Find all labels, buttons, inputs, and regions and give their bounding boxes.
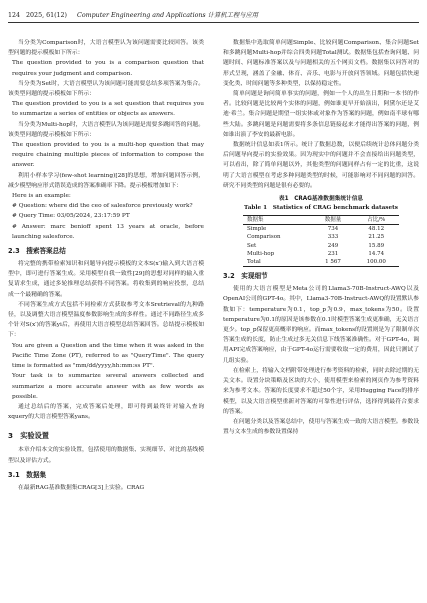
page-number: 124 xyxy=(8,12,21,19)
table-cell: Simple xyxy=(247,226,267,233)
table-cell: 14.74 xyxy=(368,250,385,257)
table-cell: 100.00 xyxy=(353,258,399,267)
paragraph: 在问题分类以及答案总结中，使用与答案生成一致的大语言模型。参数设置与文本生成的参数设置保持 xyxy=(223,418,419,436)
running-header xyxy=(8,10,419,23)
table-caption xyxy=(223,195,419,213)
table-cell: 15.89 xyxy=(368,242,385,249)
table-cell: Total xyxy=(243,258,313,267)
paragraph: 本章介绍本文的实验设置，包括使用的数据集、实现细节、对比的基线模型以及评估方式。 xyxy=(8,447,204,464)
example-question: # Question: where did the ceo of salesforce previously work? xyxy=(12,203,193,210)
statistics-table xyxy=(243,215,399,267)
table-cell: 231 xyxy=(327,250,339,257)
paragraph: 不同答案生成方式包括不同检索方式获取参考文本Sretrieval的九种路径，以及调整大语言模型温度参数影响生成的多样性。通过不同路径生成多个针对S(x′)的答案yi后，再使用大语言模型总结答案回答。总结提示模板如下： xyxy=(8,301,204,339)
table-cell: 48.12 xyxy=(368,226,385,233)
table-header: 数据集 xyxy=(243,216,313,225)
example-time: # Query Time: 03/05/2024, 23:17:59 PT xyxy=(12,213,130,220)
section-heading: 3.2 实现细节 xyxy=(223,272,268,281)
paragraph: 数据集中选取简单问题Simple、比较问题Comparison、集合问题Set和多跳问题Multi-hop并综合四类问题Total测试。数据集包括查询问题、问题时间、问题标准答案以及与问题相关的五个网页文档。数据集以问答对的形式呈现，涵盖了金融、体育、音乐、电影与开放问答领域。问题包括快速变化类、时间问题等多种类型，以保持稳定性。 xyxy=(223,40,419,87)
table-row xyxy=(243,233,399,241)
table-cell: 333 xyxy=(327,234,339,241)
table-cell: 249 xyxy=(327,242,339,249)
table-row xyxy=(243,250,399,258)
section-heading: 3.1 数据集 xyxy=(8,470,47,479)
example-answer: # Answer: marc benioff spent 13 years at oracle, before launching salesforce. xyxy=(12,223,204,240)
table-header: 占比/% xyxy=(353,216,399,225)
table-caption-en: Table 1 Statistics of CRAG benchmark datasets xyxy=(244,205,398,212)
issue-info: 2025, 61(12) xyxy=(26,12,68,19)
paragraph: 在检索上，将输入文档附带处理进行参考资料的检索，同时去除过期的无关文本。设置分块策略及区块的大小，使用模型来检索的网页作为参考资料来为参考文本。答案的长度要求不超过50个字，采用Hugging Face的排序模型，以及大语言模型重新对答案的可靠性进行评估，选择得到最符合要求的答案。 xyxy=(223,367,419,415)
table-row xyxy=(243,242,399,250)
paragraph: 当分类为Set时，大语言模型认为该问题可能需要总结多项答案为集合。该类型问题的提示模板如下所示： xyxy=(8,80,204,98)
paragraph: 在最新RAG基准数据集CRAG[3]上实验。CRAG xyxy=(18,484,145,491)
paragraph: 利用小样本学习(few-shot learning)[28]的思想，增加问题回答示例，减少模型响应形式错误造成的答案准确率下降。提示模板增加如下： xyxy=(8,172,204,189)
left-column xyxy=(8,38,204,493)
table-cell: 734 xyxy=(327,226,339,233)
paragraph: 数据统计信息如表1所示。统计了数据总数，以便后续统计总体问题分类后问题导向提示的实验效果。因为现实中的问题并不会直接给出问题类型，可以看出，除了简单问题以外，其他类型的问题同样占有一定的比重，这说明了大语言模型在考虑多种问题类型的时候，可能影响对不同问题的回答。研究不同类型的问题是很有必要的。 xyxy=(223,142,419,189)
journal-title: Computer Engineering and Applications 计算机工程与应用 xyxy=(77,12,259,19)
table-row xyxy=(243,225,399,234)
section-heading: 2.3 搜索答案总结 xyxy=(8,247,66,256)
table-header: 数据量 xyxy=(313,216,354,225)
table-row xyxy=(243,258,399,267)
paragraph: 当分类为Comparison时，大语言模型认为该问题需要比较回答。该类型问题的提示模板如下所示： xyxy=(8,40,204,57)
table-cell: 1 567 xyxy=(313,258,354,267)
table-cell: Multi-hop xyxy=(247,250,275,257)
table-cell: Comparison xyxy=(247,234,281,241)
paragraph: 通过总结后的答案，完成答案后处理，即可得到最终针对输入查询xquery的大语言模型答案yans。 xyxy=(8,403,204,421)
paragraph: 使用的大语言模型是Meta公司的Llama3-70B-Instruct-AWQ以及OpenAI公司的GPT-4o。其中，Llama3-70B-Instruct-AWQ的设置默认参数如下：temperature为0.1，top_p为0.9，max_tokens为50。设置temperature为0.1的原因是该参数在0.1时模型答案生成更准确，无关语言更少。top_p保留更高概率的响应。而max_tokens的设置则是为了限制单次答案生成的长度，防止生成过多无关信息下线答案准确性。对于GPT-4o，调用API完成答案响应，由于GPT-4o运行需要收取一定的费用，因此只测试了几组实验。 xyxy=(223,286,419,364)
prompt-template-multihop: The question provided to you is a multi-hop question that may require chaining multiple pieces of information to compose the answer. xyxy=(12,142,204,169)
table-header-row xyxy=(243,216,399,225)
paragraph: 当分类为Multi-hop时，大语言模型认为该问题是需要多跳回答的问题。该类型问题的提示模板如下所示： xyxy=(8,121,204,138)
prompt-template-set: The question provided to you is a set question that requires you to summarize a series of entities or objects as answers. xyxy=(12,101,204,118)
paragraph: 将完整的携带检索知识和问题导向提示模板的文本S(x′)输入到大语言模型中，即可进行答案生成。采用模型自我一致性[29]的思想对同样的输入重复请求生成，通过多轮推理总结获得不同答案。将收集到的响应投票，总结成一个最精确的答案。 xyxy=(8,261,204,298)
right-column xyxy=(223,38,419,437)
table-cell: 21.25 xyxy=(368,234,385,241)
prompt-template-comparison: The question provided to you is a comparison question that requires your judgment and comparison. xyxy=(12,60,204,77)
summary-prompt-task: Your task is to summarize several answers collected and summarize a more accurate answer with as few words as possible. xyxy=(12,373,204,400)
table-cell: Set xyxy=(247,242,257,249)
table-caption-zh: 表1 CRAG基准数据集统计信息 xyxy=(278,196,364,203)
section-heading: 3 实验设置 xyxy=(8,431,49,441)
paragraph: 简单问题是询问简单事实的问题，例如一个人的出生日期和一本书的作者。比较问题是比较两个实体的问题，例如谁更早开始演出，阿黛尔还是艾迪·希兰。集合问题是期望一组实体或对象作为答案的问题，例如南半球有哪些大陆。多跳问题是问题需要将多条信息链接起来才能得出答案的问题，例如谁出演了李安的最新电影。 xyxy=(223,91,419,138)
summary-prompt: You are given a Question and the time when it was asked in the Pacific Time Zone (PT), referred to as "QueryTime". The query time is formatted as "mm/dd/yyyy,hh:mm:ss PT". xyxy=(12,342,204,370)
example-intro: Here is an example: xyxy=(12,193,71,200)
